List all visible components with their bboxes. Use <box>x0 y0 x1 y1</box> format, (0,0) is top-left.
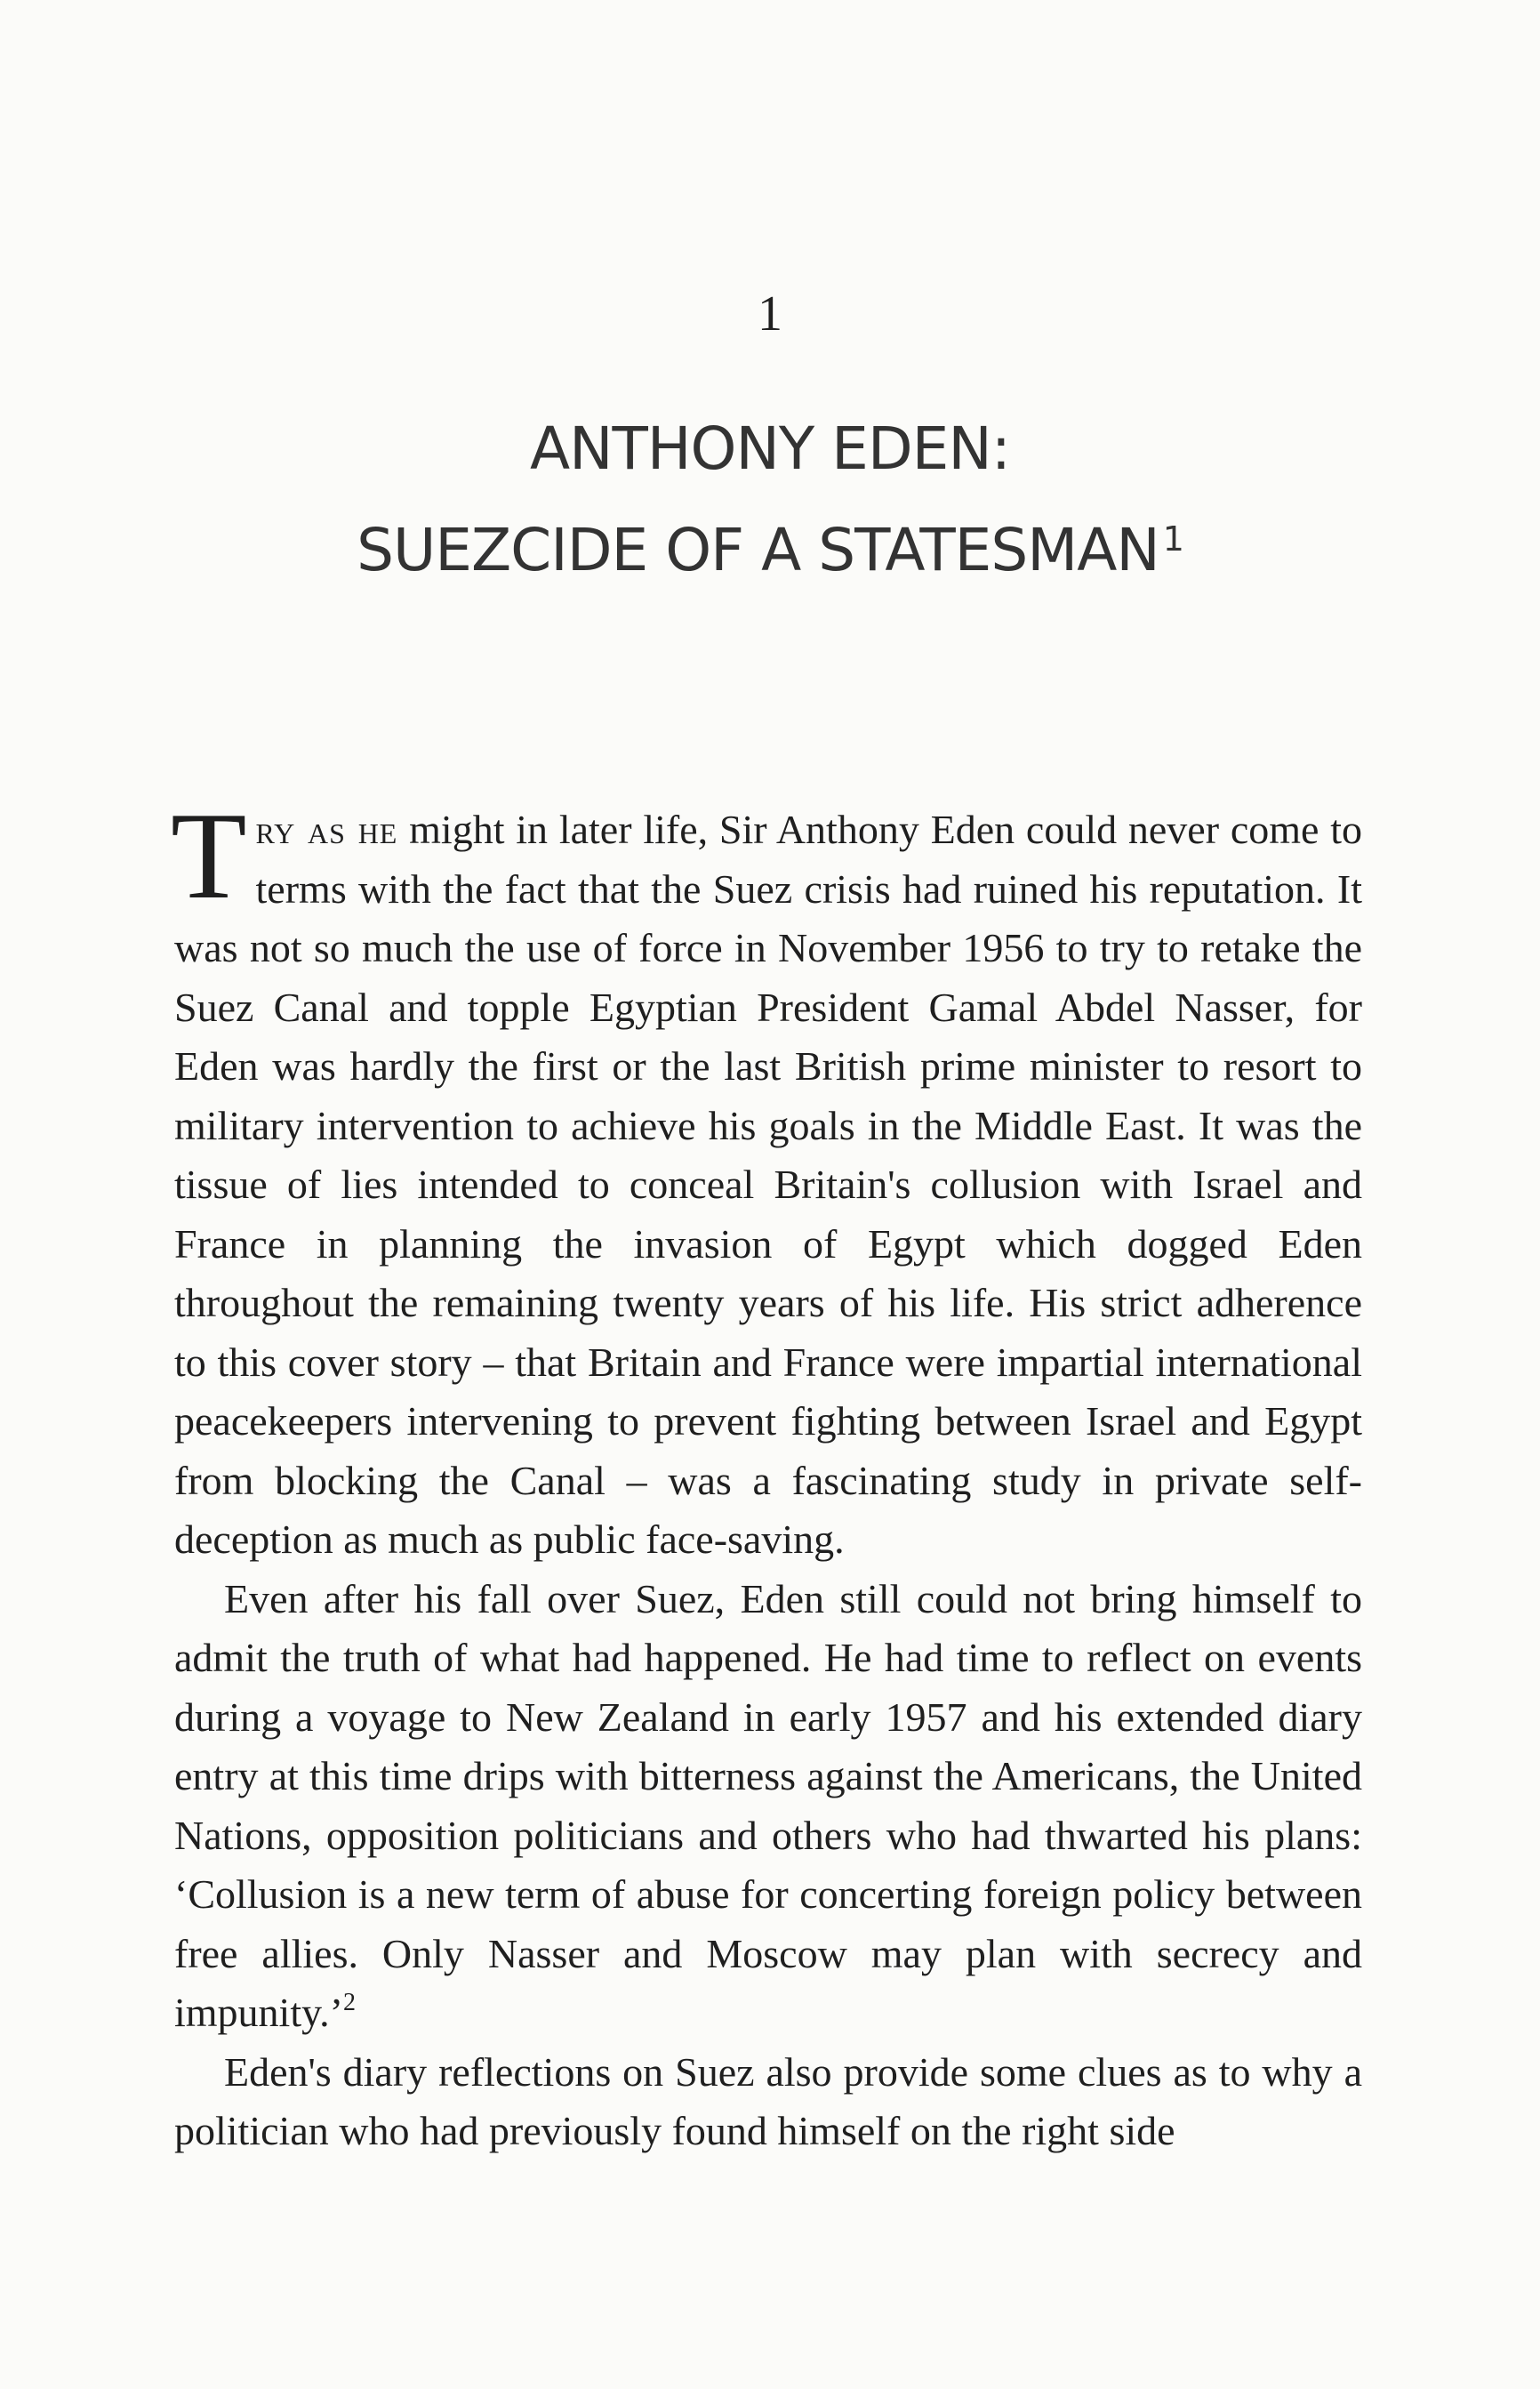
chapter-title-line-2-text: SUEZCIDE OF A STATESMAN <box>357 516 1159 584</box>
chapter-number: 1 <box>758 286 782 342</box>
chapter-title-line-2 <box>0 500 1540 601</box>
chapter-title <box>0 398 1540 601</box>
paragraph-3-text: Eden's diary reflections on Suez also provide some clues as to why a politician who had previously found himself on the right side <box>174 2048 1362 2153</box>
chapter-title-footnote-ref[interactable]: 1 <box>1162 519 1183 559</box>
paragraph-3 <box>174 2043 1362 2161</box>
paragraph-1 <box>171 787 1362 1570</box>
opening-small-caps: ry as he <box>255 807 398 852</box>
drop-cap: T <box>171 787 247 925</box>
paragraph-2 <box>174 1570 1362 2043</box>
paragraph-2-text: Even after his fall over Suez, Eden still could not bring himself to admit the truth of what had happened. He had time to reflect on events during a voyage to New Zealand in early 1957 and his extended diary entry at this time drips with bitterness against the Americans, the United Nations, opposition politicians and others who had thwarted his plans: ‘Collusion is a new term of abuse for concerting foreign policy between free allies. Only Nasser and Moscow may plan with secrecy and impunity.’ <box>174 1575 1362 2035</box>
body-text <box>171 787 1362 2161</box>
footnote-ref-2[interactable]: 2 <box>342 1989 356 2016</box>
chapter-title-line-1: ANTHONY EDEN: <box>530 414 1010 483</box>
paragraph-1-text: might in later life, Sir Anthony Eden could never come to terms with the fact that the Suez crisis had ruined his reputation. It was not so much the use of force in November 1956 to try to retake the Suez Canal and topple Egyptian President Gamal Abdel Nasser, for Eden was hardly the first or the last British prime minister to resort to military intervention to achieve his goals in the Middle East. It was the tissue of lies intended to conceal Britain's collusion with Israel and France in planning the invasion of Egypt which dogged Eden throughout the remaining twenty years of his life. His strict adherence to this cover story – that Britain and France were impartial international peacekeepers intervening to prevent fighting between Israel and Egypt from blocking the Canal – was a fascinating study in private self-deception as much as public face-saving. <box>174 807 1362 1562</box>
